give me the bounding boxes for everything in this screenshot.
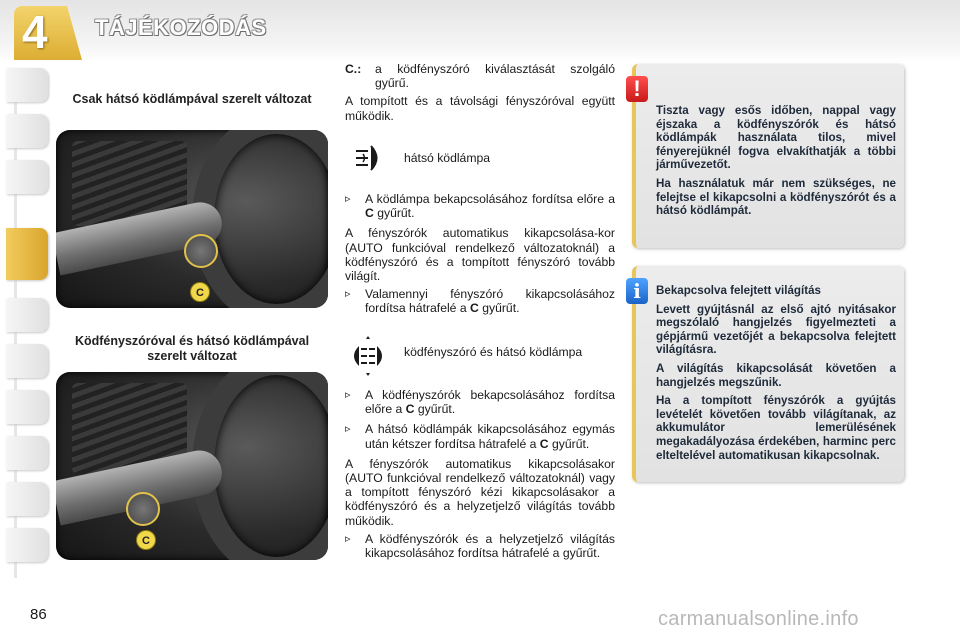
bullet-arrow-icon: ▹ xyxy=(345,193,351,205)
bullet-arrow-icon: ▹ xyxy=(345,288,351,301)
info-title: Bekapcsolva felejtett világítás xyxy=(656,284,821,297)
bullet-text: Valamennyi fényszóró kikapcsolásához fordítsa hátrafelé a xyxy=(365,287,615,316)
heading-rear-fog-only: Csak hátsó ködlámpával szerelt változat xyxy=(72,92,312,106)
photo-stalk-rear-fog xyxy=(56,130,328,308)
bullet-arrow-icon: ▹ xyxy=(345,532,351,545)
front-rear-fog-caption: ködfényszóró és hátsó ködlámpa xyxy=(404,345,583,359)
rear-fog-lamp-icon xyxy=(352,140,392,176)
info-note-body xyxy=(656,284,896,467)
side-tab-9[interactable] xyxy=(6,482,48,516)
bullet-text: A ködlámpa bekapcsolásához fordítsa előre a xyxy=(365,192,615,206)
side-tab-8[interactable] xyxy=(6,436,48,470)
watermark[interactable]: carmanualsonline.info xyxy=(658,608,859,630)
paragraph-auto-off-front: A fényszórók automatikus kikapcsolásakor (AUTO funkcióval rendelkező változatoknál) vagy a tompított fényszóró kézi kikapcsolásakor a ködfényszóró és a helyzetjelző világítás tovább működik. xyxy=(345,456,615,528)
side-tab-5[interactable] xyxy=(6,298,48,332)
paragraph-auto-off-rear: A fényszórók automatikus kikapcsolása-kor (AUTO funkcióval rendelkező változatoknál) a ködfényszóró és a tompított fényszóró tovább világít. xyxy=(345,226,615,284)
photo-stalk-front-rear-fog xyxy=(56,372,328,560)
warning-paragraph-1: Tiszta vagy esős időben, nappal vagy éjszaka a ködfényszórók és hátsó ködlámpák használata tilos, mivel fényerejüknél fogva elvakíthatják a többi járművezetőt. xyxy=(656,104,896,172)
ring-letter: C xyxy=(470,301,479,316)
ring-letter: C xyxy=(365,206,374,221)
info-paragraph-2: A világítás kikapcsolását követően a hangjelzés megszűnik. xyxy=(656,361,896,389)
side-tab-7[interactable] xyxy=(6,390,48,424)
bullet-arrow-icon: ▹ xyxy=(345,389,351,401)
bullet-text: A ködfényszórók és a helyzetjelző világítás kikapcsolásához fordítsa hátrafelé a gyűrűt. xyxy=(365,531,615,561)
middle-block-front-rear-fog xyxy=(345,388,615,560)
page-number: 86 xyxy=(30,606,47,623)
warning-paragraph-2: Ha használatuk már nem szükséges, ne felejtse el kikapcsolni a ködfényszórót és a hátsó ködlámpát. xyxy=(656,176,896,218)
bullet-rear-fog-off xyxy=(345,422,615,450)
side-tab-10[interactable] xyxy=(6,528,48,562)
bullet-text: A ködfényszórók bekapcsolásához fordítsa előre a xyxy=(365,388,615,417)
bullet-text-end: gyűrűt. xyxy=(414,402,456,417)
bullet-all-off xyxy=(345,287,615,315)
info-paragraph-1: Levett gyújtásnál az első ajtó nyitásakor megszólaló hangjelzés figyelmezteti a gépjármű vezetőjét a bekapcsolva felejtett világításra. xyxy=(656,302,896,357)
paragraph-works-with-beams: A tompított és a távolsági fényszóróval együtt működik. xyxy=(345,94,615,123)
warning-note-body xyxy=(656,104,896,223)
ring-letter: C xyxy=(539,436,549,451)
ring-letter: C xyxy=(405,402,415,417)
bullet-text-end: gyűrűt. xyxy=(548,436,590,451)
c-ring-label: C xyxy=(190,282,210,302)
chapter-number: 4 xyxy=(22,6,48,58)
bullet-text: A hátsó ködlámpák kikapcsolásához egymás után kétszer fordítsa hátrafelé a xyxy=(365,422,615,451)
fog-ring-c xyxy=(184,234,218,268)
side-tab-2[interactable] xyxy=(6,114,48,148)
heading-front-and-rear-fog: Ködfényszóróval és hátsó ködlámpával szerelt változat xyxy=(74,334,310,363)
ring-c-text: a ködfényszóró kiválasztását szolgáló gyűrű. xyxy=(375,62,615,91)
bullet-front-fog-on xyxy=(345,388,615,416)
side-tabs xyxy=(0,68,50,578)
front-and-rear-fog-lamp-icon xyxy=(344,336,394,376)
middle-upper-text xyxy=(345,62,615,127)
ring-c-label: C.: xyxy=(345,62,362,76)
rear-fog-caption: hátsó ködlámpa xyxy=(404,151,491,165)
bullet-front-fog-off xyxy=(345,532,615,560)
info-paragraph-3: Ha a tompított fényszórók a gyújtás levételét követően tovább világítanak, az akkumulátor lemerülésének megakadályozása érdekében, harminc perc elteltelével automatikusan kikapcsolnak. xyxy=(656,394,896,462)
bullet-text-end: gyűrűt. xyxy=(373,206,415,221)
ring-c-definition xyxy=(345,62,615,90)
side-tab-6[interactable] xyxy=(6,344,48,378)
fog-ring-c xyxy=(126,492,160,526)
bullet-rear-fog-on xyxy=(345,192,615,220)
side-tab-1[interactable] xyxy=(6,68,48,102)
side-tab-active[interactable] xyxy=(6,228,48,280)
c-ring-label: C xyxy=(136,530,156,550)
middle-block-rear-fog xyxy=(345,192,615,316)
bullet-text-end: gyűrűt. xyxy=(478,301,520,316)
chapter-title: TÁJÉKOZÓDÁS xyxy=(95,15,267,40)
warning-icon: ! xyxy=(626,76,648,102)
info-icon: i xyxy=(626,278,648,304)
bullet-arrow-icon: ▹ xyxy=(345,423,351,436)
side-tab-3[interactable] xyxy=(6,160,48,194)
